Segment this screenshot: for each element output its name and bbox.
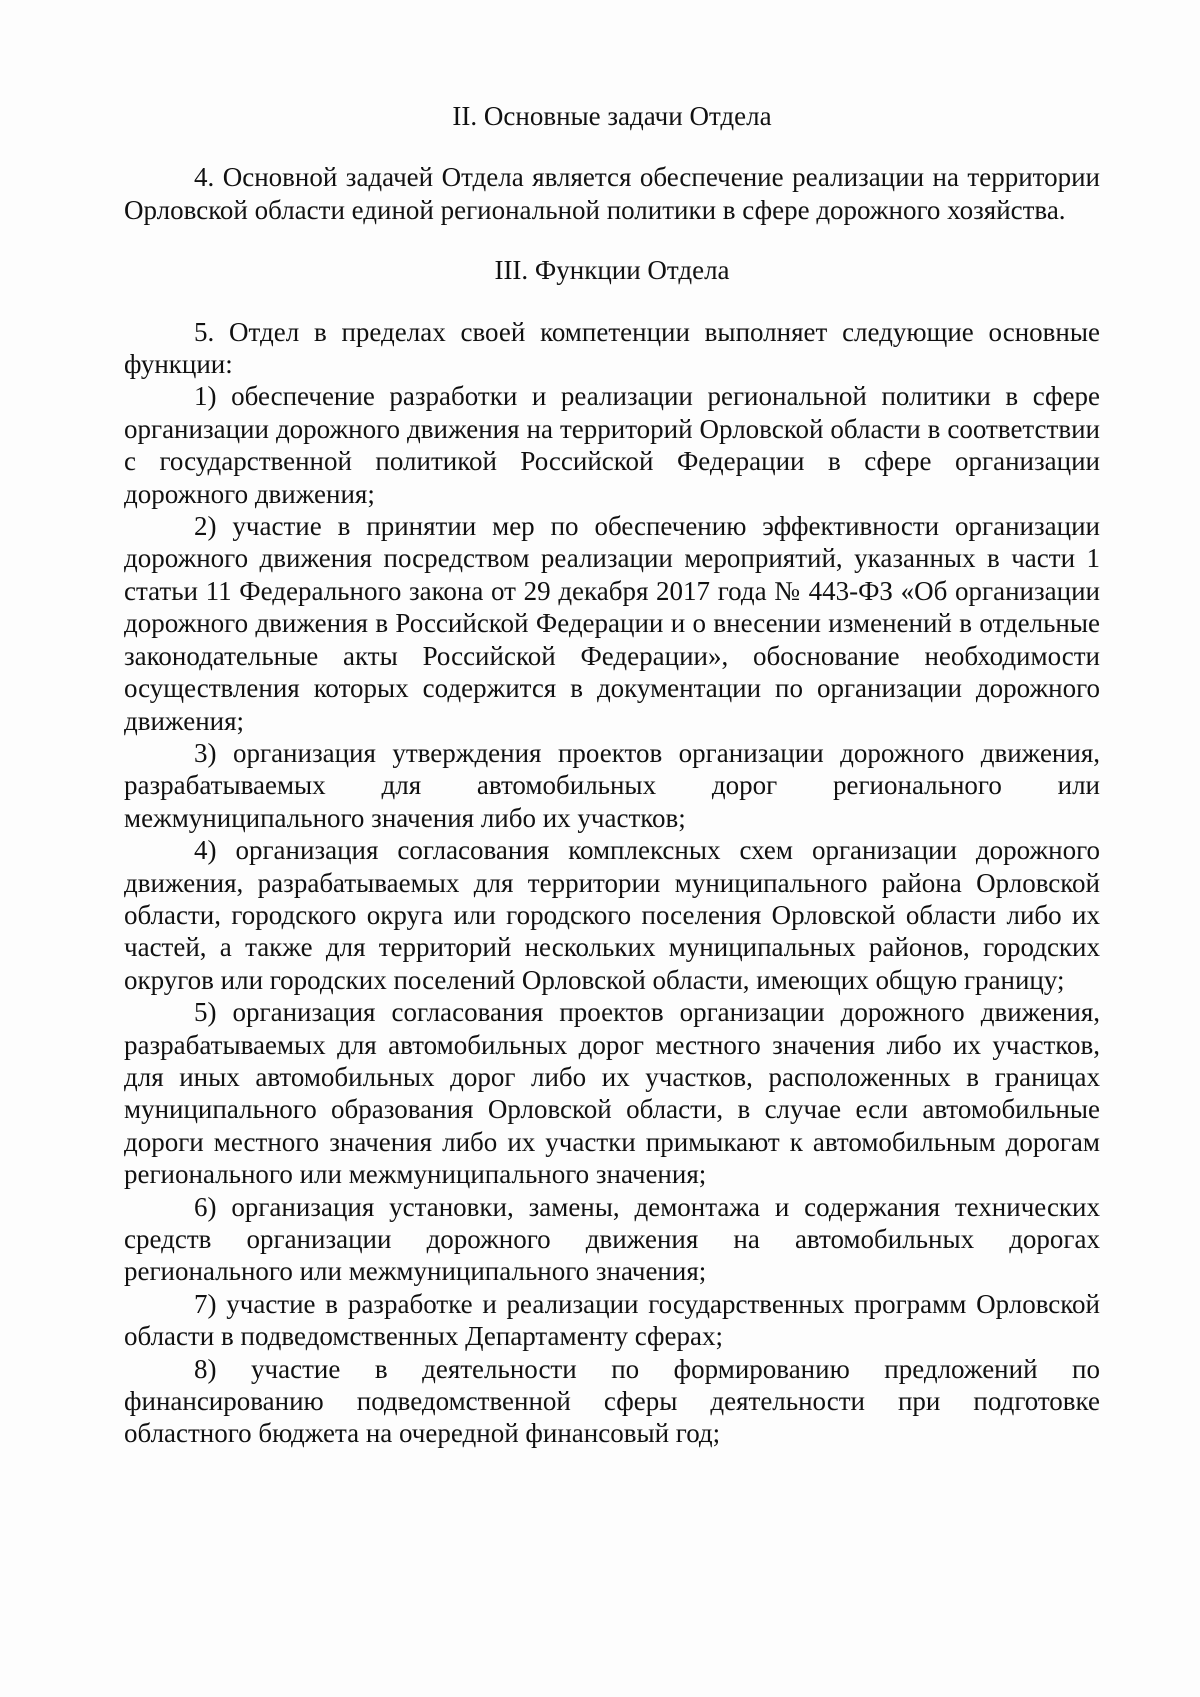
section-2-heading: II. Основные задачи Отдела xyxy=(452,101,772,131)
document-content xyxy=(124,100,1100,1450)
paragraph-5: 5. Отдел в пределах своей компетенции выполняет следующие основные функции: xyxy=(124,316,1100,380)
function-item-2: 2) участие в принятии мер по обеспечению эффективности организации дорожного движения посредством реализации мероприятий, указанных в части 1 статьи 11 Федерального закона от 29 декабря 2017 года № 443-ФЗ «Об организации дорожного движения в Российской Федерации и о внесении изменений в отдельные законодательные акты Российской Федерации», обоснование необходимости осуществления которых содержится в документации по организации дорожного движения; xyxy=(124,511,1100,736)
function-item-6: 6) организация установки, замены, демонтажа и содержания технических средств организации дорожного движения на автомобильных дорогах регионального или межмуниципального значения; xyxy=(124,1191,1100,1287)
paragraph-4: 4. Основной задачей Отдела является обеспечение реализации на территории Орловской области единой региональной политики в сфере дорожного хозяйства. xyxy=(124,162,1100,225)
function-item-4: 4) организация согласования комплексных схем организации дорожного движения, разрабатываемых для территории муниципального района Орловской области, городского округа или городского поселения Орловской области либо их частей, а также для территорий нескольких муниципальных районов, городских округов или городских поселений Орловской области, имеющих общую границу; xyxy=(124,835,1100,995)
section-3-heading: III. Функции Отдела xyxy=(494,255,730,286)
function-item-1: 1) обеспечение разработки и реализации региональной политики в сфере организации дорожного движения на территорий Орловской области в соответствии с государственной политикой Российской Федерации в сфере организации дорожного движения; xyxy=(124,381,1100,509)
function-item-8: 8) участие в деятельности по формированию предложений по финансированию подведомственной сферы деятельности при подготовке областного бюджета на очередной финансовый год; xyxy=(124,1353,1100,1449)
function-item-5: 5) организация согласования проектов организации дорожного движения, разрабатываемых для автомобильных дорог местного значения либо их участков, для иных автомобильных дорог либо их участков, расположенных в границах муниципального образования Орловской области, в случае если автомобильные дороги местного значения либо их участки примыкают к автомобильным дорогам регионального или межмуниципального значения; xyxy=(124,997,1100,1190)
function-item-7: 7) участие в разработке и реализации государственных программ Орловской области в подведомственных Департаменту сферах; xyxy=(124,1288,1100,1352)
function-item-3: 3) организация утверждения проектов организации дорожного движения, разрабатываемых для автомобильных дорог регионального или межмуниципального значения либо их участков; xyxy=(124,737,1100,833)
